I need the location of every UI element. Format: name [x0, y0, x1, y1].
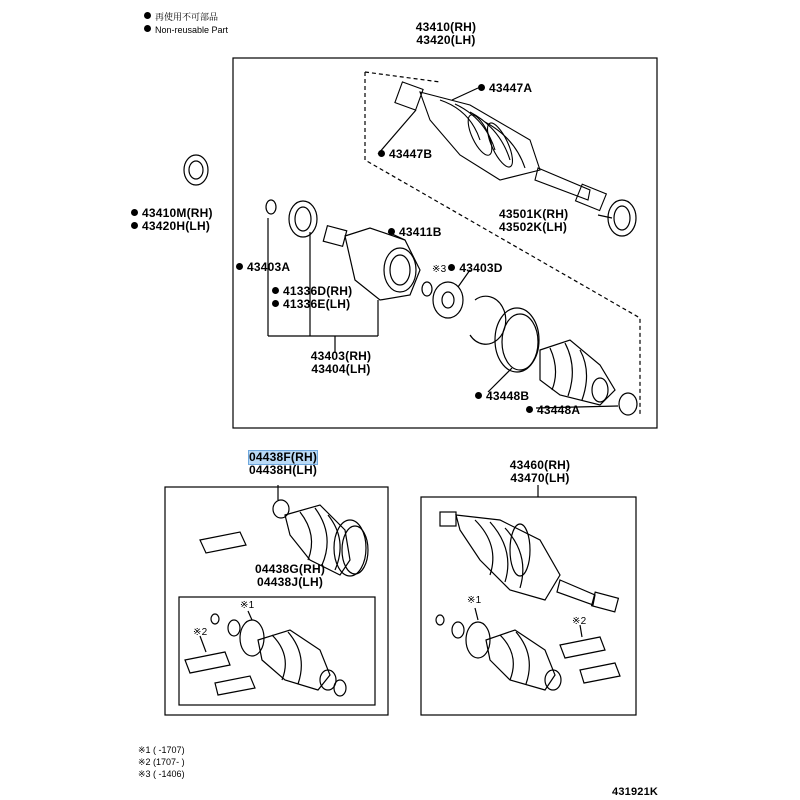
inner-kit-parts	[185, 614, 346, 696]
bullet-icon	[144, 25, 151, 32]
non-reusable-icon	[388, 228, 395, 235]
assembly-label-inner-kit[interactable]: 04438G(RH) 04438J(LH)	[254, 562, 326, 589]
snap-ring-43411b	[422, 282, 432, 296]
assembly-label-bootkit[interactable]: 04438F(RH) 04438H(LH)	[249, 450, 318, 477]
diagram-code: 431921K	[612, 786, 659, 798]
clip-43403d	[470, 296, 506, 344]
part-43502k[interactable]: 43502K(LH)	[499, 220, 568, 234]
tripod-joint	[433, 282, 463, 318]
non-reusable-icon	[272, 287, 279, 294]
non-reusable-icon	[131, 209, 138, 216]
footnote-mark-1b: ※1	[467, 595, 482, 606]
non-reusable-icon	[448, 264, 455, 271]
part-43501k[interactable]: 43501K(RH)	[499, 207, 569, 221]
part-43403d[interactable]: ※3 43403D	[432, 261, 503, 275]
highlighted-part-number[interactable]: 04438F(RH)	[249, 450, 318, 464]
non-reusable-icon	[272, 300, 279, 307]
part-43448a[interactable]: 43448A	[526, 404, 580, 417]
part-41336e[interactable]: 41336E(LH)	[272, 298, 350, 311]
non-reusable-icon	[475, 392, 482, 399]
non-reusable-icon	[526, 406, 533, 413]
part-43403-43404[interactable]: 43403(RH) 43404(LH)	[310, 349, 372, 376]
part-43447a[interactable]: 43447A	[478, 82, 532, 95]
inner-boot	[540, 340, 615, 405]
part-43403a[interactable]: 43403A	[236, 261, 290, 274]
footnote-list: ※1 ( -1707) ※2 (1707- ) ※3 ( -1406)	[138, 745, 185, 779]
legend-line-ja: 再使用不可部品	[144, 11, 218, 23]
bullet-icon	[144, 12, 151, 19]
assembly-label-outer[interactable]: 43460(RH) 43470(LH)	[509, 458, 571, 485]
outer-kit-parts	[436, 615, 620, 690]
grease-packet-1	[200, 532, 246, 553]
non-reusable-icon	[478, 84, 485, 91]
part-43420h[interactable]: 43420H(LH)	[131, 220, 210, 233]
footnote-mark-2: ※2	[193, 627, 208, 638]
outer-assembly-frame	[421, 497, 636, 715]
non-reusable-icon	[236, 263, 243, 270]
assembly-label-main: 43410(RH) 43420(LH)	[415, 20, 477, 47]
part-41336d[interactable]: 41336D(RH)	[272, 285, 352, 298]
footnote-mark-1: ※1	[240, 600, 255, 611]
part-43448b[interactable]: 43448B	[475, 390, 529, 403]
part-43411b[interactable]: 43411B	[388, 226, 442, 239]
part-43410m[interactable]: 43410M(RH)	[131, 207, 213, 220]
seal-43410m	[184, 155, 208, 185]
boot-band-43448a	[619, 393, 637, 415]
snap-ring-43403a	[266, 200, 276, 214]
legend-line-en: Non-reusable Part	[144, 24, 228, 36]
non-reusable-icon	[378, 150, 385, 157]
main-assembly-frame	[233, 58, 657, 428]
part-43447b[interactable]: 43447B	[378, 148, 432, 161]
non-reusable-icon	[131, 222, 138, 229]
footnote-mark-2b: ※2	[572, 616, 587, 627]
